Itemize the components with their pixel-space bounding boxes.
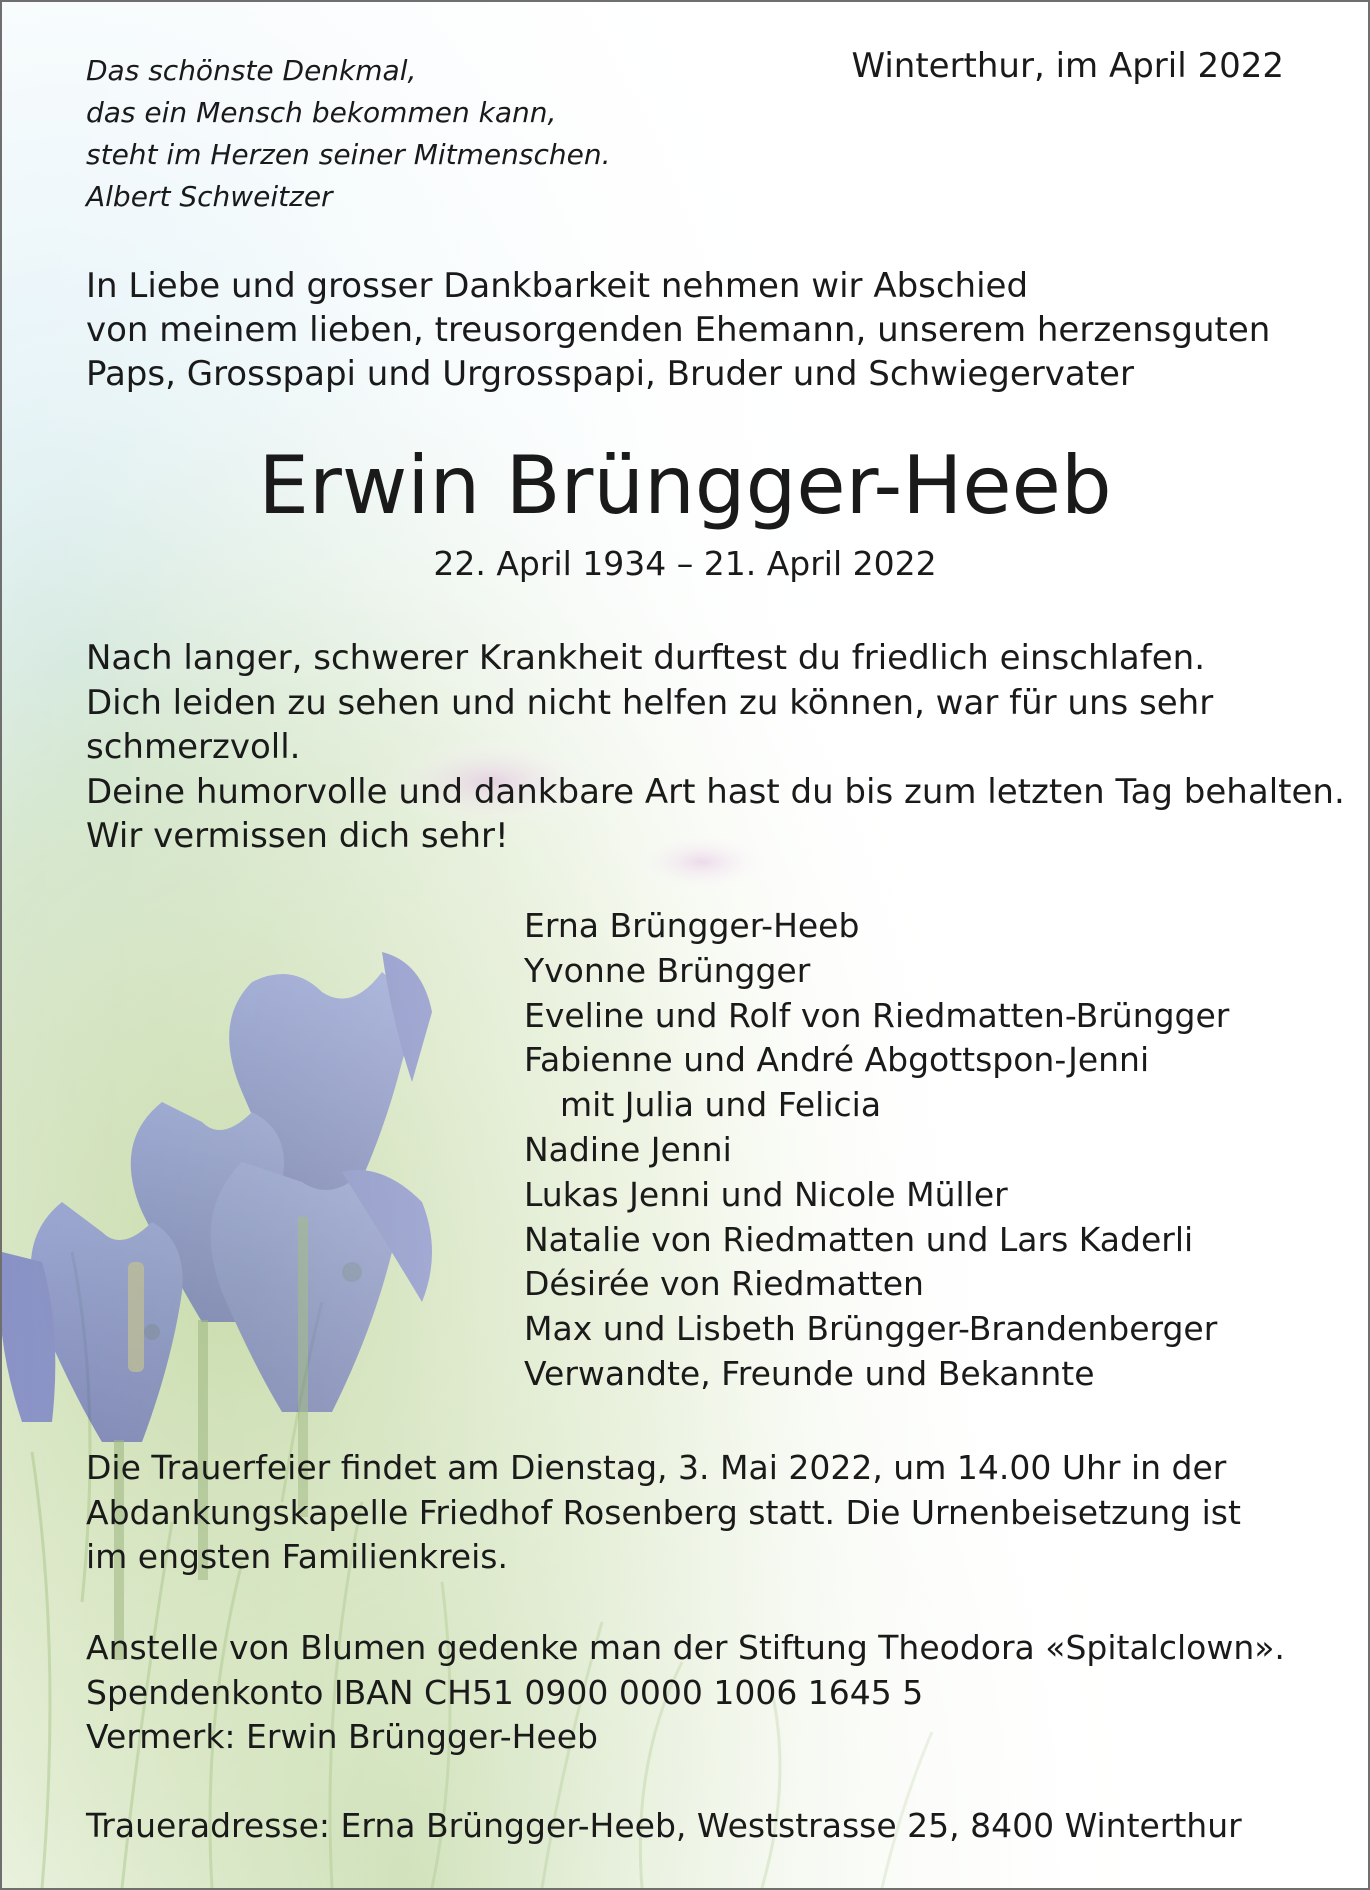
life-dates: 22. April 1934 – 21. April 2022 (433, 544, 937, 583)
obituary-content (2, 2, 1368, 1888)
quote-author: Albert Schweitzer (86, 180, 333, 213)
quote-line: steht im Herzen seiner Mitmenschen. (86, 138, 611, 171)
place-date: Winterthur, im April 2022 (851, 46, 1284, 86)
ceremony-line: Die Trauerfeier findet am Dienstag, 3. Mai 2022, um 14.00 Uhr in der (86, 1448, 1227, 1487)
mourner-entry: Fabienne und André Abgottspon-Jenni (524, 1040, 1150, 1080)
mourner-entry: Verwandte, Freunde und Bekannte (524, 1353, 1095, 1393)
donation-iban: Spendenkonto IBAN CH51 0900 0000 1006 1645 5 (86, 1672, 924, 1712)
donation-note: Vermerk: Erwin Brüngger-Heeb (86, 1717, 598, 1756)
personal-message (86, 636, 1345, 859)
mourner-entry: Nadine Jenni (524, 1129, 732, 1169)
mourner-entry: Désirée von Riedmatten (524, 1264, 924, 1304)
mourner-entry: Erna Brüngger-Heeb (524, 906, 860, 945)
donation-line: Anstelle von Blumen gedenke man der Stiftung Theodora «Spitalclown». (86, 1628, 1285, 1667)
message-line: Wir vermissen dich sehr! (86, 816, 509, 856)
intro-line: In Liebe und grosser Dankbarkeit nehmen wir Abschied (86, 266, 1029, 306)
message-line: Deine humorvolle und dankbare Art hast du bis zum letzten Tag behalten. (86, 771, 1345, 812)
mourner-entry: Yvonne Brüngger (524, 950, 811, 990)
deceased-name: Erwin Brüngger-Heeb (258, 439, 1112, 532)
mourners-list (524, 904, 1229, 1397)
mourner-entry: Max und Lisbeth Brüngger-Brandenberger (524, 1309, 1218, 1349)
donation-info (86, 1626, 1285, 1760)
mourner-entry: Eveline und Rolf von Riedmatten-Brüngger (524, 995, 1230, 1035)
message-line: schmerzvoll. (86, 727, 301, 767)
message-line: Dich leiden zu sehen und nicht helfen zu können, war für uns sehr (86, 682, 1214, 723)
quote-line: das ein Mensch bekommen kann, (86, 96, 557, 129)
mourner-entry: mit Julia und Felicia (560, 1085, 882, 1125)
mourner-entry: Natalie von Riedmatten und Lars Kaderli (524, 1219, 1194, 1259)
funeral-ceremony-info (86, 1446, 1241, 1580)
ceremony-line: im engsten Familienkreis. (86, 1537, 508, 1576)
mourning-address: Traueradresse: Erna Brüngger-Heeb, Weststrasse 25, 8400 Winterthur (86, 1806, 1242, 1845)
intro-line: von meinem lieben, treusorgenden Ehemann, unserem herzensguten (86, 310, 1271, 350)
message-line: Nach langer, schwerer Krankheit durftest du friedlich einschlafen. (86, 638, 1206, 678)
mourner-entry: Lukas Jenni und Nicole Müller (524, 1174, 1008, 1214)
memorial-quote (86, 50, 610, 218)
farewell-intro (86, 264, 1270, 396)
intro-line: Paps, Grosspapi und Urgrosspapi, Bruder und Schwiegervater (86, 354, 1134, 394)
quote-line: Das schönste Denkmal, (86, 54, 417, 87)
ceremony-line: Abdankungskapelle Friedhof Rosenberg statt. Die Urnenbeisetzung ist (86, 1492, 1241, 1532)
